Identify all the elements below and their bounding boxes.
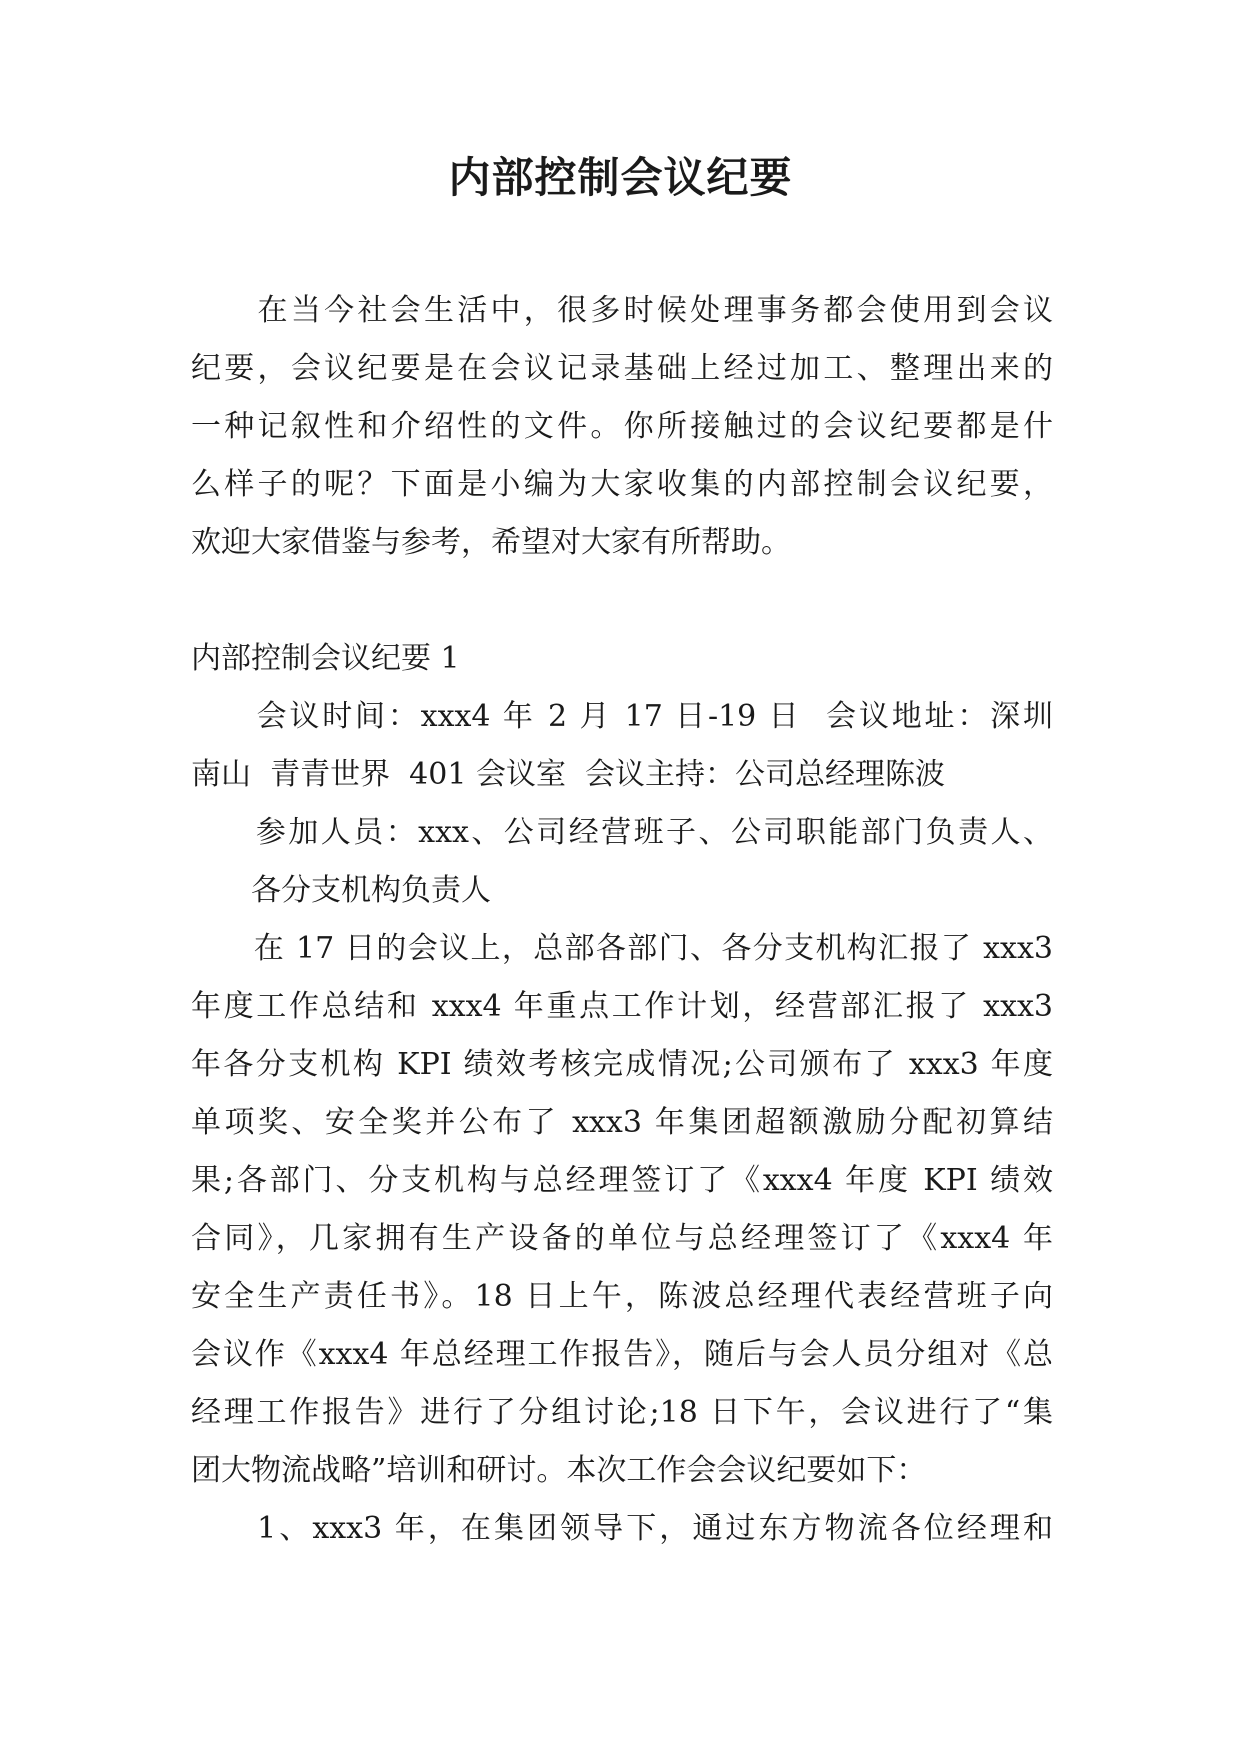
section-line: 南山 青青世界 401 会议室 会议主持：公司总经理陈波	[191, 757, 946, 792]
section-line: 年各分支机构 KPI 绩效考核完成情况;公司颁布了 xxx3 年度	[191, 1047, 1053, 1082]
section-line: 各分支机构负责人	[191, 873, 491, 908]
section-line: 参加人员：xxx、公司经营班子、公司职能部门负责人、	[191, 815, 1053, 850]
document-title: 内部控制会议纪要	[448, 153, 793, 202]
section-line: 团大物流战略”培训和研讨。本次工作会会议纪要如下：	[191, 1453, 927, 1488]
section-line: 年度工作总结和 xxx4 年重点工作计划，经营部汇报了 xxx3	[191, 989, 1053, 1024]
section-line: 在 17 日的会议上，总部各部门、各分支机构汇报了 xxx3	[191, 931, 1053, 966]
section-line: 经理工作报告》进行了分组讨论;18 日下午，会议进行了“集	[191, 1395, 1053, 1430]
intro-line: 一种记叙性和介绍性的文件。你所接触过的会议纪要都是什	[191, 409, 1053, 444]
section-line: 单项奖、安全奖并公布了 xxx3 年集团超额激励分配初算结	[191, 1105, 1053, 1140]
section-line: 1、xxx3 年，在集团领导下，通过东方物流各位经理和	[191, 1511, 1053, 1546]
paragraph-gap	[191, 572, 1053, 630]
section-line: 果;各部门、分支机构与总经理签订了《xxx4 年度 KPI 绩效	[191, 1163, 1053, 1198]
intro-line: 在当今社会生活中，很多时候处理事务都会使用到会议	[191, 293, 1053, 328]
document-body	[191, 282, 1053, 1558]
section-line: 会议时间：xxx4 年 2 月 17 日-19 日 会议地址：深圳	[191, 699, 1053, 734]
section-line: 合同》，几家拥有生产设备的单位与总经理签订了《xxx4 年	[191, 1221, 1053, 1256]
intro-line: 纪要，会议纪要是在会议记录基础上经过加工、整理出来的	[191, 351, 1053, 386]
section-heading: 内部控制会议纪要 1	[191, 641, 460, 676]
intro-line: 么样子的呢？下面是小编为大家收集的内部控制会议纪要，	[191, 467, 1053, 502]
section-line: 安全生产责任书》。18 日上午，陈波总经理代表经营班子向	[191, 1279, 1053, 1314]
section-line: 会议作《xxx4 年总经理工作报告》，随后与会人员分组对《总	[191, 1337, 1053, 1372]
intro-line: 欢迎大家借鉴与参考，希望对大家有所帮助。	[191, 525, 791, 560]
